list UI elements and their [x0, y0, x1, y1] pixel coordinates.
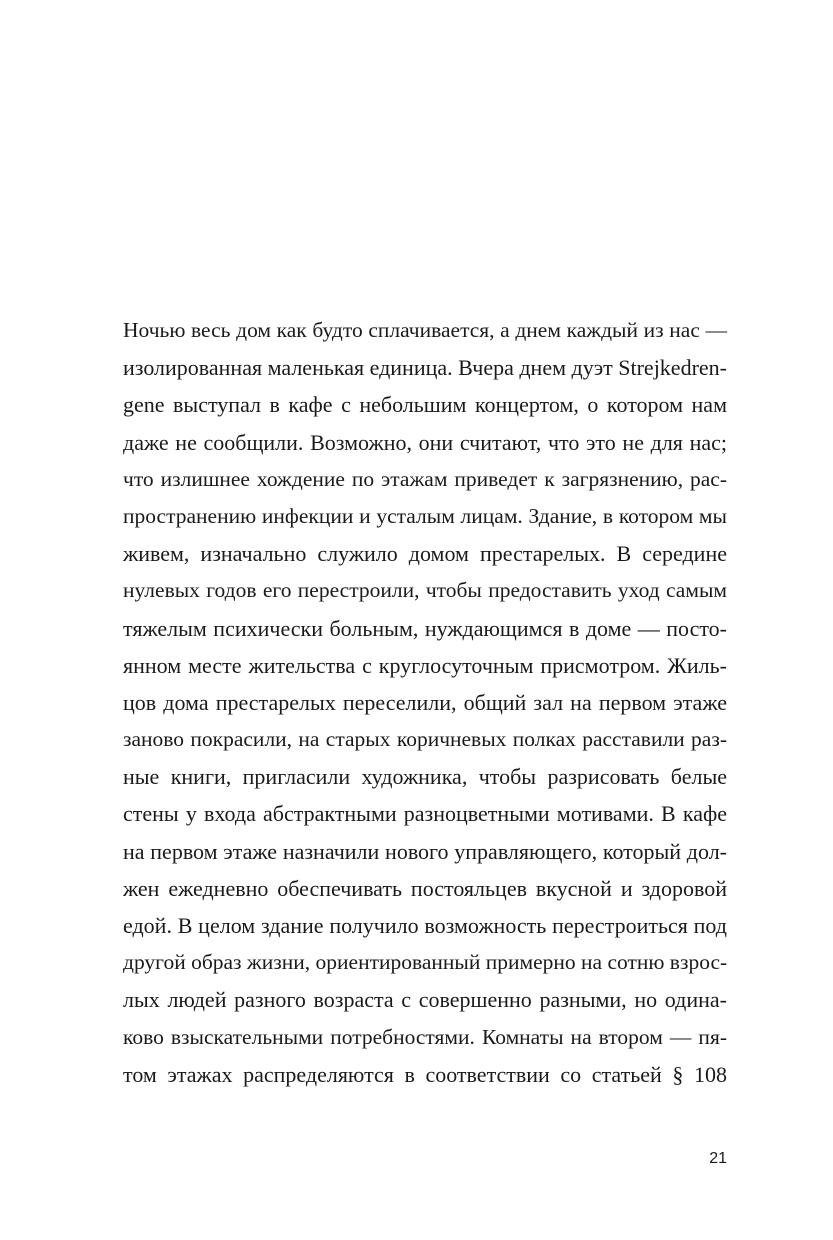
text-line: цов дома престарелых переселили, общий зал на первом этаже [123, 689, 727, 715]
text-line: жен ежедневно обеспечивать постояльцев вкусной и здоровой [123, 875, 727, 901]
text-line: Ночью весь дом как будто сплачивается, а днем каждый из нас — [123, 318, 727, 342]
text-line: стены у входа абстрактными разноцветными мотивами. В кафе [123, 801, 727, 827]
text-line: тяжелым психически больным, нуждающимся в доме — посто- [123, 615, 727, 641]
text-line: пространению инфекции и усталым лицам. Здание, в котором мы [123, 503, 727, 528]
text-line: едой. В целом здание получило возможность перестроиться под [123, 913, 727, 938]
text-line: янном месте жительства с круглосуточным присмотром. Жиль- [123, 652, 727, 678]
text-line: лых людей разного возраста с совершенно разными, но одина- [123, 987, 727, 1013]
body-text [123, 312, 727, 1093]
text-line: другой образ жизни, ориентированный примерно на сотню взрос- [123, 950, 728, 975]
text-line: том этажах распределяются в соответствии со статьей § 108 [123, 1061, 727, 1087]
text-line: живем, изначально служило домом престарелых. В середине [123, 541, 727, 567]
text-line: нулевых годов его перестроили, чтобы предоставить уход самым [123, 578, 727, 603]
text-line: заново покрасили, на старых коричневых полках расставили раз- [123, 727, 727, 752]
text-line: что излишнее хождение по этажам приведет к загрязнению, рас- [123, 466, 727, 491]
text-line: gene выступал в кафе с небольшим концертом, о котором нам [123, 392, 727, 418]
text-line: изолированная маленькая единица. Вчера днем дуэт Strejkedren- [123, 355, 727, 381]
text-line: даже не сообщили. Возможно, они считают, что это не для нас; [123, 429, 727, 455]
text-line: ные книги, пригласили художника, чтобы разрисовать белые [123, 764, 727, 790]
text-line: на первом этаже назначили нового управляющего, который дол- [123, 838, 727, 864]
page-number: 21 [709, 1150, 727, 1167]
text-line: ково взыскательными потребностями. Комнаты на втором — пя- [123, 1024, 727, 1049]
